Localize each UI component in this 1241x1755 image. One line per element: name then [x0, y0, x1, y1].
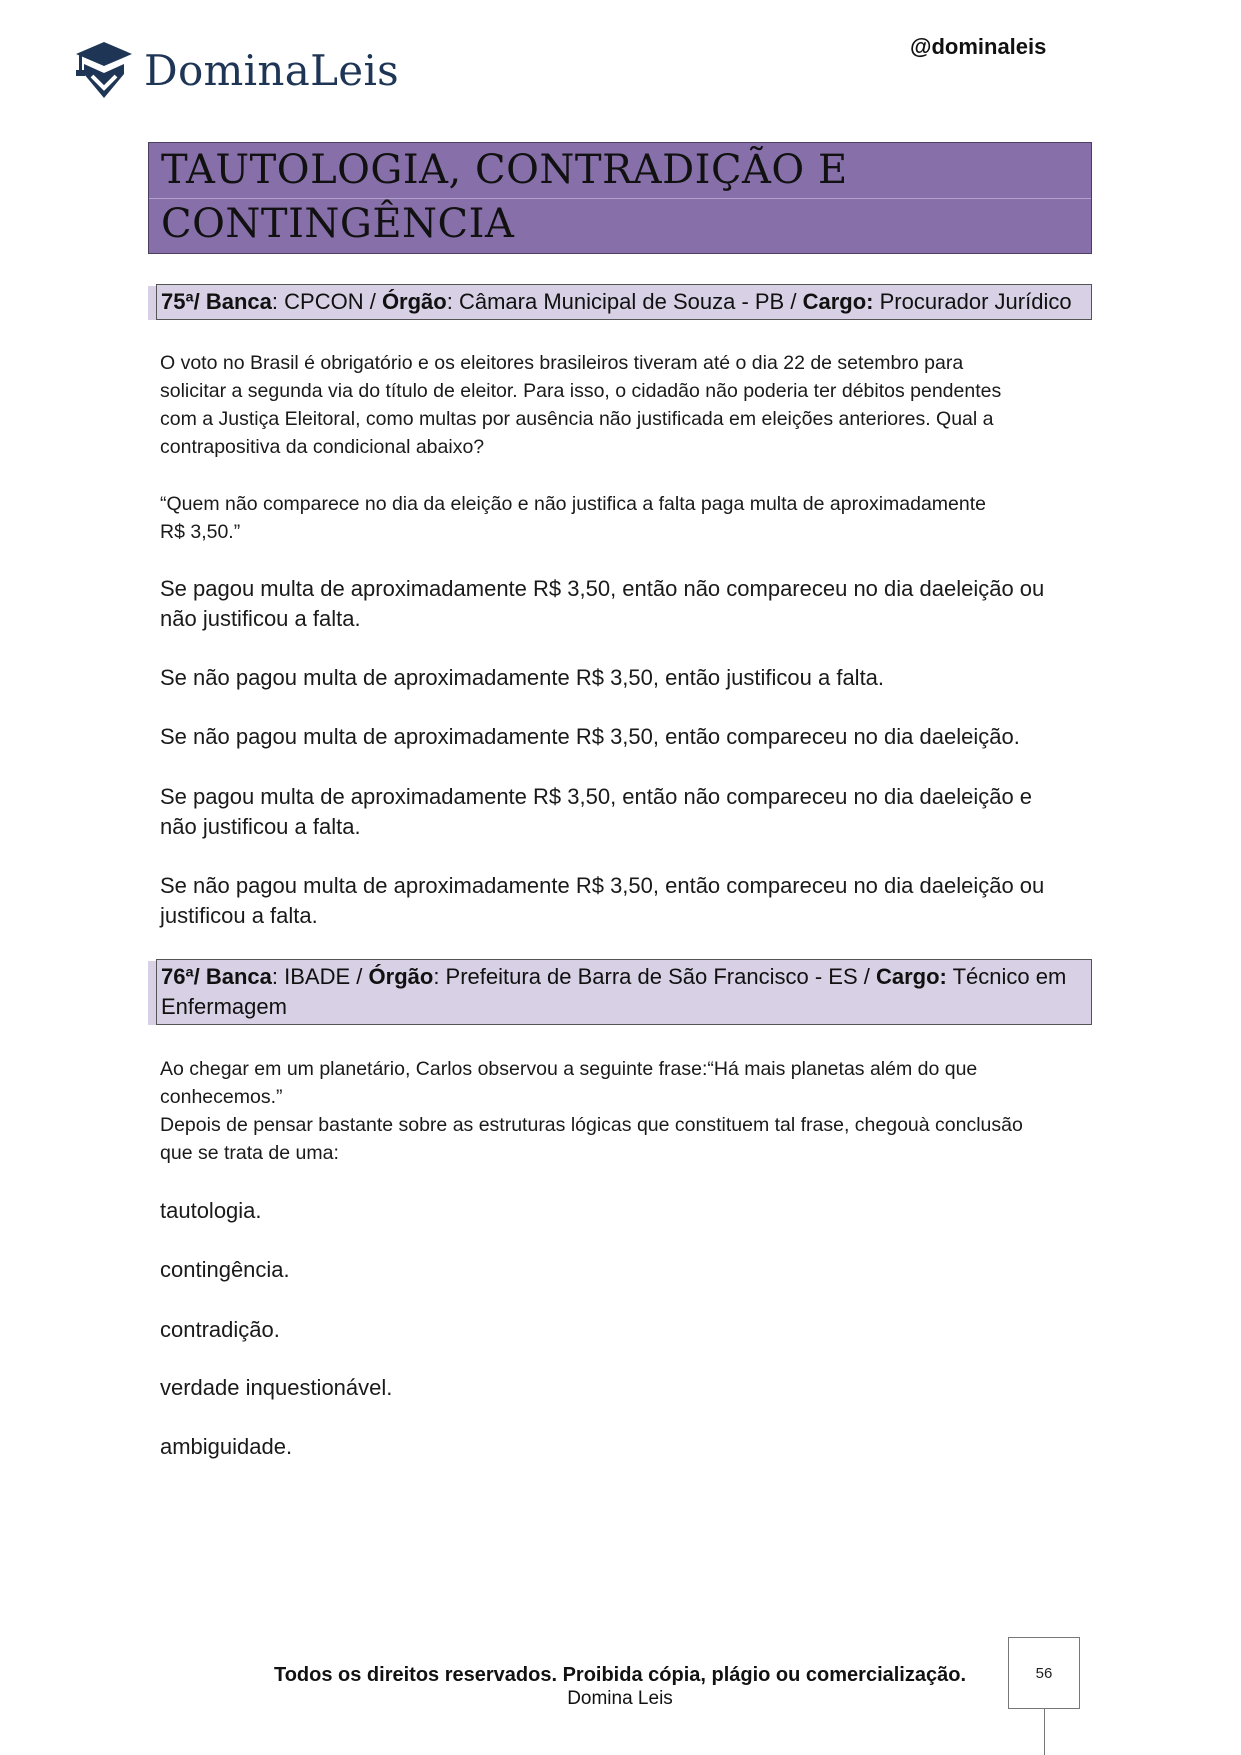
statement-line: com a Justiça Eleitoral, como multas por ausência não justificada em eleições anteriores. Qual a: [160, 408, 994, 430]
alternative-text: Se não pagou multa de aproximadamente R$ 3,50, então compareceu no dia daeleição.: [160, 724, 1020, 749]
banca-label: Banca: [205, 964, 272, 989]
banca-value: IBADE: [284, 964, 351, 989]
alternative-option[interactable]: [160, 782, 1090, 842]
alternative-text: não justificou a falta.: [160, 606, 361, 631]
statement-line: solicitar a segunda via do título de eleitor. Para isso, o cidadão não poderia ter débitos pendentes: [160, 380, 1002, 402]
cargo-value: Técnico em Enfermagem: [161, 964, 1067, 1019]
section-title-banner: [148, 142, 1092, 254]
cargo-label: Cargo:: [875, 964, 947, 989]
statement-line: que se trata de uma:: [160, 1142, 339, 1164]
orgao-value: Câmara Municipal de Souza - PB: [458, 289, 785, 314]
question-header-accent: [148, 286, 156, 320]
question-header-76: 76ª/ Banca: IBADE / Órgão: Prefeitura de Barra de São Francisco - ES / Cargo: Técnico em Enfermagem: [156, 959, 1092, 1025]
page-number: 56: [1008, 1637, 1080, 1709]
quote-line: R$ 3,50.”: [160, 521, 241, 543]
alternative-option[interactable]: [160, 1255, 1090, 1285]
alternative-option[interactable]: [160, 722, 1090, 752]
orgao-label: Órgão: [381, 289, 447, 314]
statement-line: Ao chegar em um planetário, Carlos observou a seguinte frase:“Há mais planetas além do que: [160, 1058, 978, 1080]
alternative-text: justificou a falta.: [160, 903, 318, 928]
alternative-option[interactable]: [160, 574, 1090, 634]
alternative-option[interactable]: [160, 663, 1090, 693]
footer-rights: Todos os direitos reservados. Proibida cópia, plágio ou comercialização.: [273, 1664, 967, 1686]
alternative-option[interactable]: [160, 1432, 1090, 1462]
page-number-stem: [1044, 1709, 1045, 1755]
alternative-text: contingência.: [160, 1257, 290, 1282]
alternative-text: tautologia.: [160, 1198, 262, 1223]
brand-logo: [74, 40, 400, 106]
statement-line: contrapositiva da condicional abaixo?: [160, 436, 485, 458]
question-number: 76ª/: [161, 964, 200, 989]
alternative-text: não justificou a falta.: [160, 814, 361, 839]
orgao-value: Prefeitura de Barra de São Francisco - ES: [445, 964, 858, 989]
alternative-text: Se pagou multa de aproximadamente R$ 3,50, então não compareceu no dia daeleição e: [160, 784, 1033, 809]
banca-label: Banca: [205, 289, 272, 314]
section-title-divider: [149, 198, 1091, 199]
alternative-option[interactable]: [160, 871, 1090, 931]
statement-line: Depois de pensar bastante sobre as estruturas lógicas que constituem tal frase, chegouà conclusão: [160, 1114, 1023, 1136]
alternative-option[interactable]: [160, 1315, 1090, 1345]
question-header-75: 75ª/ Banca: CPCON / Órgão: Câmara Municipal de Souza - PB / Cargo: Procurador Jurídico: [156, 284, 1092, 320]
alternative-text: contradição.: [160, 1317, 280, 1342]
question-header-accent: [148, 961, 156, 1025]
question-statement: [160, 349, 1090, 461]
question-statement: [160, 1055, 1090, 1167]
question-number: 75ª/: [161, 289, 200, 314]
section-title-line2: CONTINGÊNCIA: [161, 201, 515, 247]
social-handle: @dominaleis: [910, 34, 1047, 59]
section-title-line1: TAUTOLOGIA, CONTRADIÇÃO E: [161, 147, 848, 193]
alternative-text: Se não pagou multa de aproximadamente R$ 3,50, então compareceu no dia daeleição ou: [160, 873, 1045, 898]
brand-name: DominaLeis: [144, 46, 400, 95]
cargo-label: Cargo:: [802, 289, 874, 314]
graduation-cap-shield-icon: [74, 40, 134, 102]
alternative-text: verdade inquestionável.: [160, 1375, 393, 1400]
orgao-label: Órgão: [368, 964, 434, 989]
banca-value: CPCON: [284, 289, 364, 314]
statement-line: conhecemos.”: [160, 1086, 283, 1108]
alternative-text: Se pagou multa de aproximadamente R$ 3,50, então não compareceu no dia daeleição ou: [160, 576, 1045, 601]
alternative-text: Se não pagou multa de aproximadamente R$ 3,50, então justificou a falta.: [160, 665, 885, 690]
statement-line: O voto no Brasil é obrigatório e os eleitores brasileiros tiveram até o dia 22 de setembro para: [160, 352, 964, 374]
alternative-text: ambiguidade.: [160, 1434, 293, 1459]
cargo-value: Procurador Jurídico: [879, 289, 1072, 314]
alternative-option[interactable]: [160, 1373, 1090, 1403]
question-quote: [160, 490, 1090, 546]
alternative-option[interactable]: [160, 1196, 1090, 1226]
footer-brand: Domina Leis: [567, 1688, 673, 1709]
quote-line: “Quem não comparece no dia da eleição e não justifica a falta paga multa de aproximadamente: [160, 493, 986, 515]
